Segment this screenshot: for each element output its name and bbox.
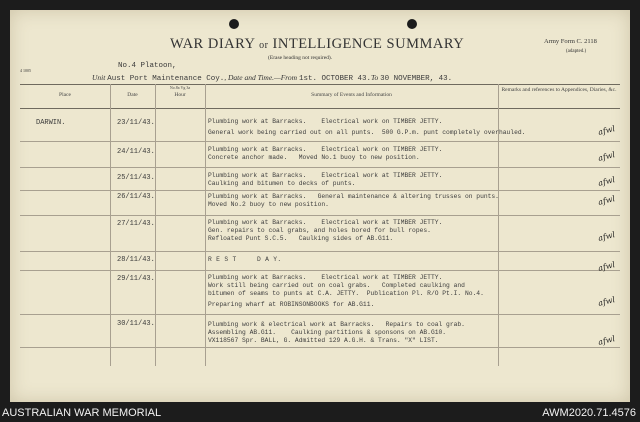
entry-initials: afwl — [597, 260, 616, 273]
row-rule — [20, 141, 620, 142]
to-label: To — [371, 73, 379, 82]
punch-hole-right — [407, 19, 417, 29]
unit-label: Unit — [92, 73, 106, 82]
from-date: 1st. OCTOBER 43. — [298, 75, 371, 83]
erase-note: (Erase heading not required). — [268, 55, 333, 61]
entry-date: 25/11/43. — [117, 174, 155, 182]
entry-summary-line: General work being carried out on all punts. 500 G.P.m. punt completely overhauled. — [208, 129, 526, 136]
entry-summary-line: VX118567 Spr. BALL, G. Admitted 129 A.G.H. & Trans. "X" LIST. — [208, 337, 439, 344]
adapted-note: (adapted.) — [566, 49, 587, 54]
entry-summary-line: Plumbing work at Barracks. Electrical work on TIMBER JETTY. — [208, 146, 443, 153]
col-header-remarks: Remarks and references to Appendices, Diaries, &c. — [501, 87, 617, 93]
entry-summary-line: Concrete anchor made. Moved No.1 buoy to new position. — [208, 154, 420, 161]
col-header-date: Date — [127, 92, 138, 98]
platoon-line: No.4 Platoon, — [118, 62, 177, 70]
entry-summary-line: R E S T D A Y. — [208, 256, 282, 263]
entry-summary-line: Assembling AB.G11. Caulking partitions & sponsons on AB.G10. — [208, 329, 447, 336]
entry-summary-line: Refloated Punt S.C.5. Caulking sides of AB.G11. — [208, 235, 394, 242]
entry-date: 30/11/43. — [117, 320, 155, 328]
entry-date: 27/11/43. — [117, 220, 155, 228]
army-form-number: Army Form C. 2118 — [544, 38, 597, 45]
row-rule — [20, 167, 620, 168]
entry-summary-line: Plumbing work & electrical work at Barracks. Repairs to coal grab. — [208, 321, 465, 328]
col-divider-hour — [205, 84, 206, 366]
unit-value: Aust Port Maintenance Coy. — [107, 75, 225, 83]
col-header-hour-note: No.8a Vg 3a — [169, 85, 191, 90]
entry-date: 28/11/43. — [117, 256, 155, 264]
entry-place: DARWIN. — [36, 119, 66, 127]
entry-summary-line: Plumbing work at Barracks. Electrical work at TIMBER JETTY. — [208, 274, 443, 281]
entry-summary-line: Moved No.2 buoy to new position. — [208, 201, 329, 208]
entry-summary-line: Preparing wharf at ROBINSONBOOKS for AB.G11. — [208, 301, 375, 308]
entry-summary-line: Caulking and bitumen to decks of punts. — [208, 180, 356, 187]
entry-initials: afwl — [597, 230, 616, 243]
title-intelligence-summary: INTELLIGENCE SUMMARY — [272, 36, 465, 52]
row-rule — [20, 270, 620, 271]
entry-summary-line: Plumbing work at Barracks. Electrical work on TIMBER JETTY. — [208, 118, 443, 125]
entry-initials: afwl — [597, 124, 616, 137]
row-rule — [20, 251, 620, 252]
entry-summary-line: Plumbing work at Barracks. Electrical work at TIMBER JETTY. — [208, 219, 443, 226]
col-divider-place — [110, 84, 111, 366]
entry-initials: afwl — [597, 150, 616, 163]
row-rule — [20, 190, 620, 191]
entry-initials: afwl — [597, 175, 616, 188]
entry-summary-line: Plumbing work at Barracks. Electrical work at TIMBER JETTY. — [208, 172, 443, 179]
col-header-place: Place — [59, 92, 71, 98]
title-or: or — [259, 40, 269, 51]
footer-accession: AWM2020.71.4576 — [542, 407, 636, 419]
entry-date: 23/11/43. — [117, 119, 155, 127]
to-date: 30 NOVEMBER, 43. — [380, 75, 453, 83]
entry-summary-line: Work still being carried out on coal grabs. Completed caulking and — [208, 282, 465, 289]
col-header-hour: Hour — [174, 92, 186, 98]
entry-summary-line: bitumen of seams to punts at C.A. JETTY. Publication Pl. R/O Pt.I. No.4. — [208, 290, 484, 297]
entry-summary-line: Plumbing work at Barracks. General maintenance & altering trusses on punts. — [208, 193, 499, 200]
date-time-label: , Date and Time.—From — [224, 73, 298, 82]
entry-date: 29/11/43. — [117, 275, 155, 283]
row-rule — [20, 314, 620, 315]
title-war-diary: WAR DIARY — [170, 36, 255, 52]
entry-initials: afwl — [597, 334, 616, 347]
punch-hole-left — [229, 19, 239, 29]
entry-date: 26/11/43. — [117, 193, 155, 201]
entry-date: 24/11/43. — [117, 148, 155, 156]
footer-source: AUSTRALIAN WAR MEMORIAL — [2, 407, 162, 419]
entry-initials: afwl — [597, 295, 616, 308]
col-divider-summary — [498, 84, 499, 366]
row-rule — [20, 215, 620, 216]
form-title — [170, 36, 464, 53]
col-divider-date — [155, 84, 156, 366]
entry-initials: afwl — [597, 194, 616, 207]
form-code: 4 1005 — [20, 68, 31, 73]
col-header-summary: Summary of Events and Information — [311, 92, 392, 98]
entry-summary-line: Gen. repairs to coal grabs, and holes bored for bull ropes. — [208, 227, 431, 234]
unit-date-line — [92, 73, 452, 83]
row-rule — [20, 347, 620, 348]
